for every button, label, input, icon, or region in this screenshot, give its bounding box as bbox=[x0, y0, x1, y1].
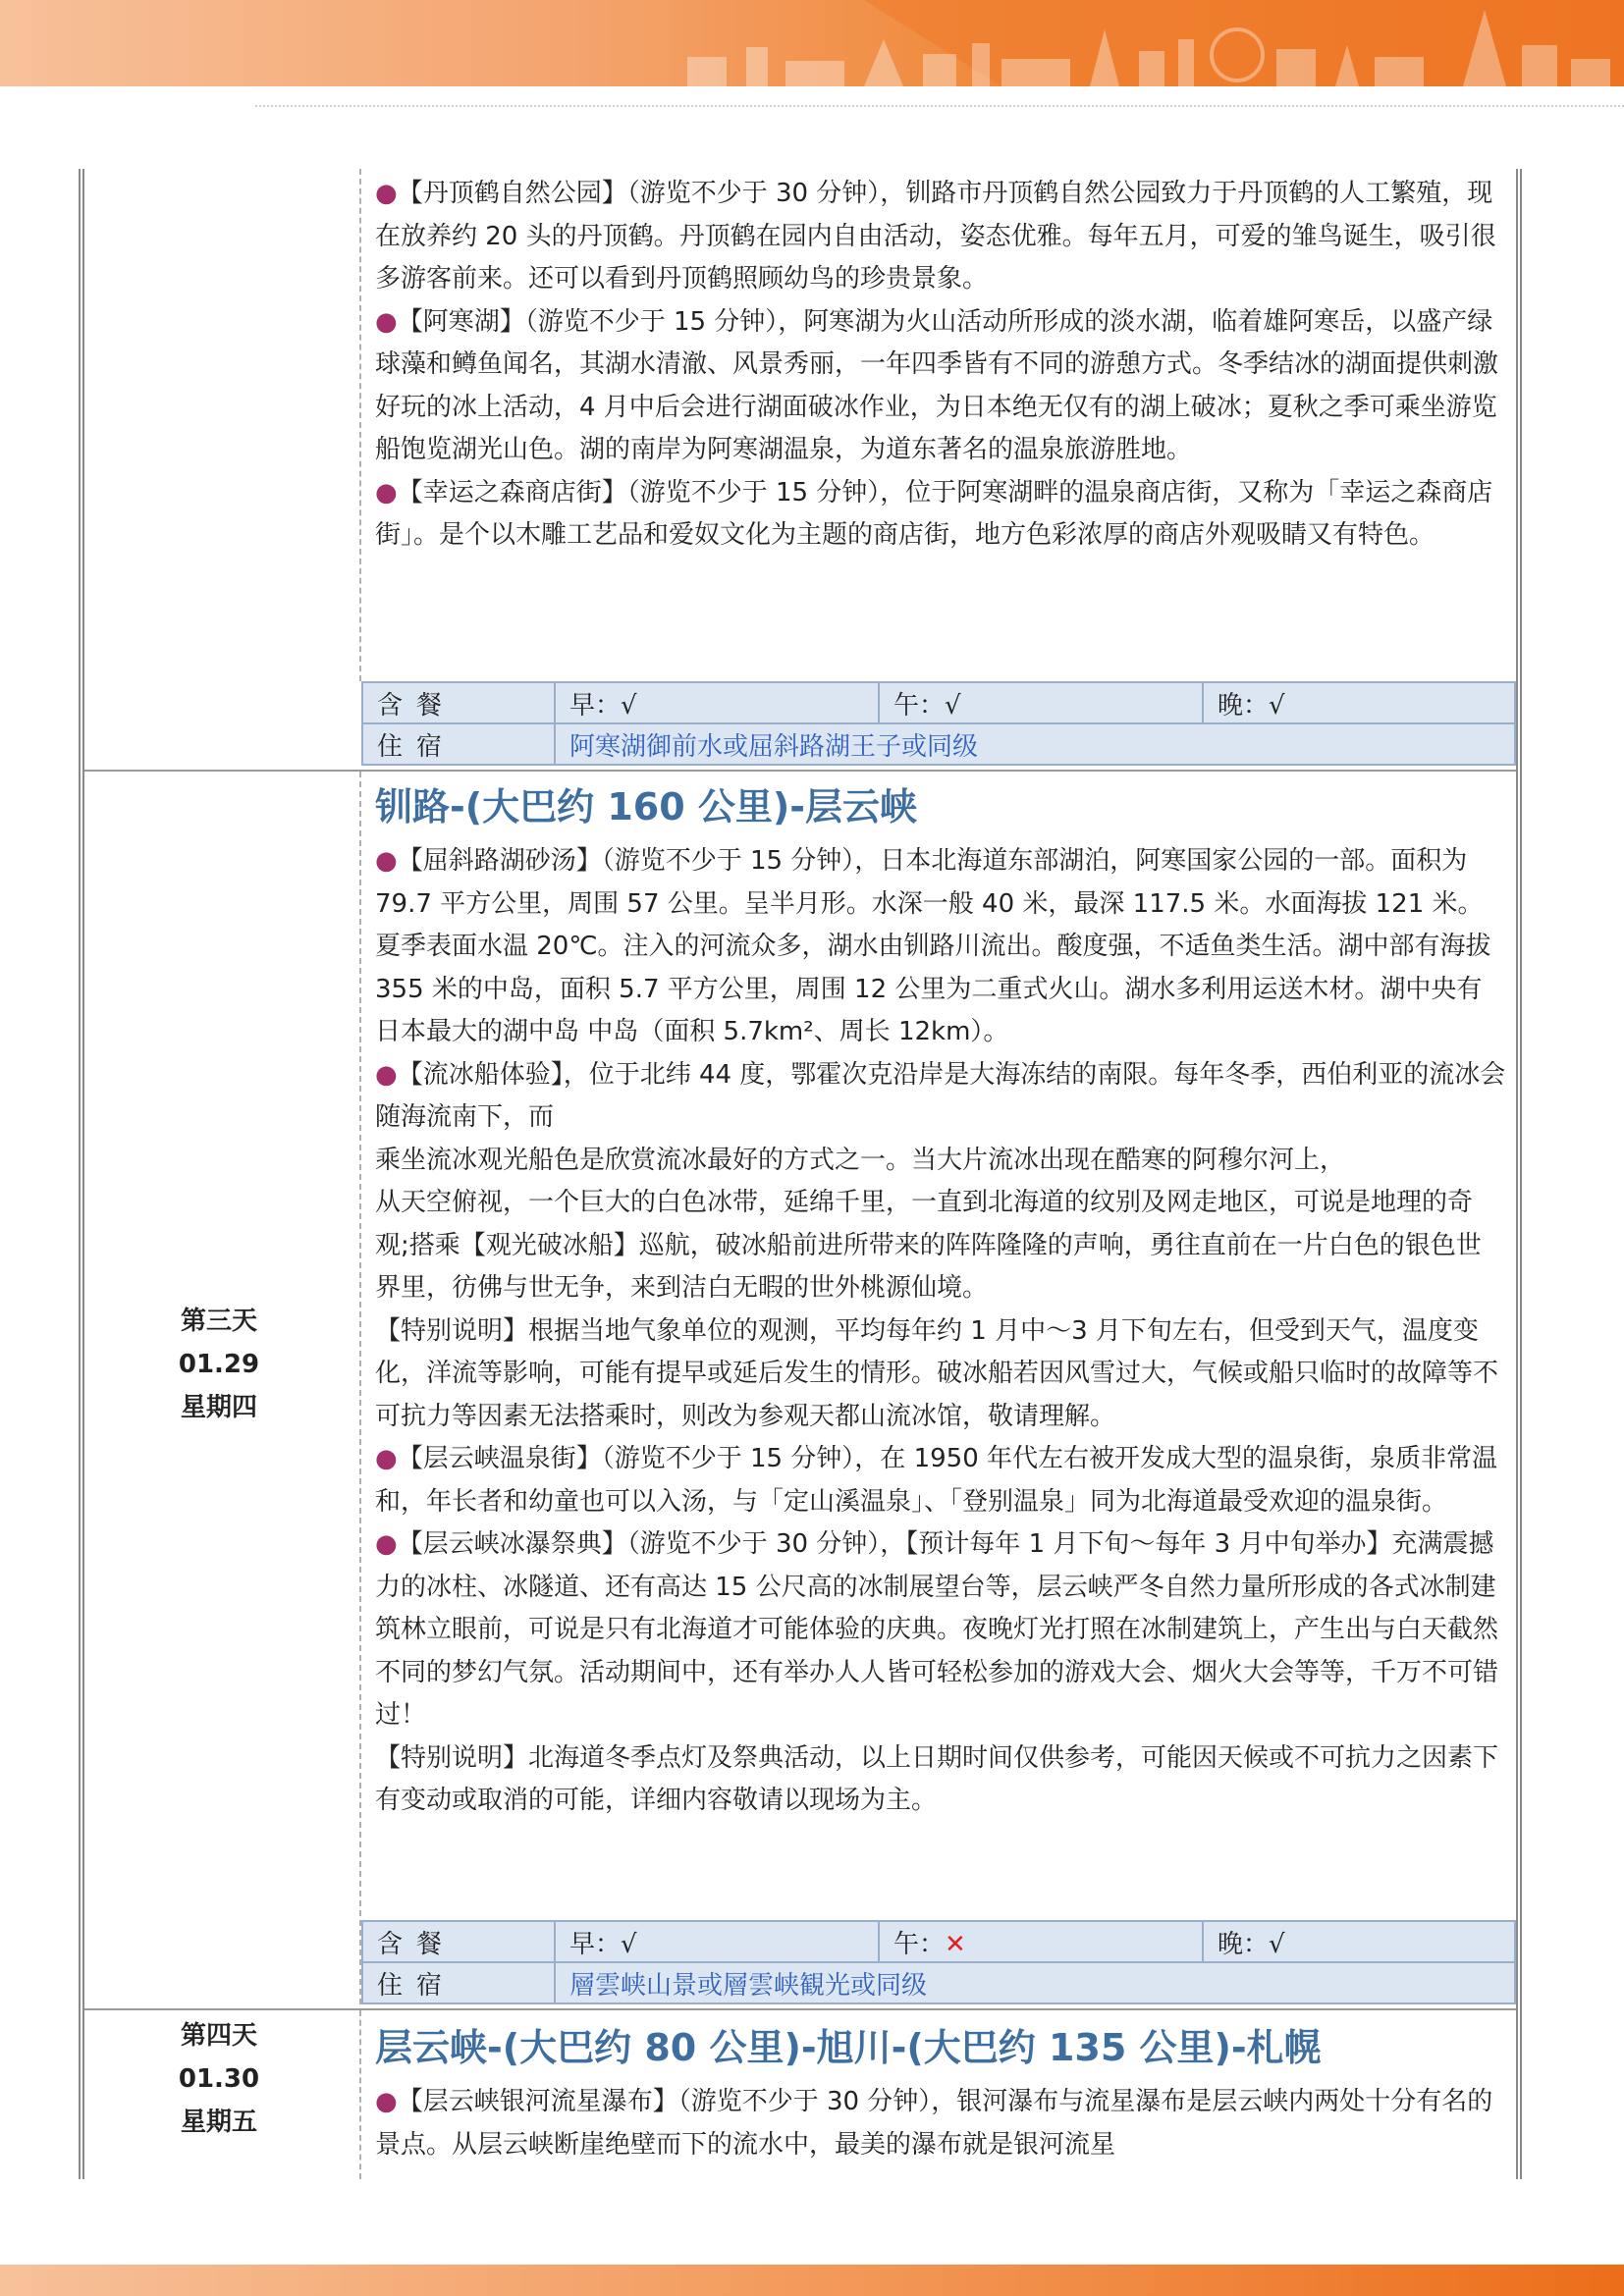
attraction-paragraph: ●【层云峡温泉街】（游览不少于 15 分钟），在 1950 年代左右被开发成大型的温泉街，泉质非常温和，年长者和幼童也可以入汤，与「定山溪温泉」、「登别温泉」同为北海道最受欢迎的温泉街。 bbox=[375, 1444, 1497, 1517]
day4-label bbox=[84, 2014, 353, 2144]
bullet-icon: ● bbox=[375, 1059, 398, 1090]
day3-date: 01.29 bbox=[178, 1350, 260, 1379]
column-divider bbox=[359, 772, 361, 2004]
hotel-name: 阿寒湖御前水或屈斜路湖王子或同级 bbox=[555, 723, 1515, 765]
column-divider bbox=[359, 2010, 361, 2179]
bullet-icon: ● bbox=[375, 1444, 398, 1473]
day-cell-previous bbox=[84, 169, 353, 770]
special-note: 【特别说明】北海道冬季点灯及祭典活动，以上日期时间仅供参考，可能因天候或不可抗力之因素下有变动或取消的可能，详细内容敬请以现场为主。 bbox=[375, 1742, 1499, 1815]
lunch-cell: 午：√ bbox=[879, 682, 1203, 723]
breakfast-cell: 早：√ bbox=[555, 682, 879, 723]
lodging-label: 住宿 bbox=[362, 1962, 555, 2003]
day4-route-title: 层云峡-(大巴约 80 公里)-旭川-(大巴约 135 公里)-札幌 bbox=[375, 2026, 1322, 2069]
bullet-icon: ● bbox=[375, 1529, 398, 1559]
attraction-paragraph: ●【幸运之森商店街】（游览不少于 15 分钟），位于阿寒湖畔的温泉商店街，又称为「幸运之森商店街」。是个以木雕工艺品和爱奴文化为主题的商店街，地方色彩浓厚的商店外观吸睛又有特色。 bbox=[375, 477, 1493, 550]
day3-route-title: 钏路-(大巴约 160 公里)-层云峡 bbox=[375, 785, 918, 828]
attraction-paragraph: ●【层云峡银河流星瀑布】（游览不少于 30 分钟），银河瀑布与流星瀑布是层云峡内两处十分有名的景点。从层云峡断崖绝壁而下的流水中，最美的瀑布就是银河流星 bbox=[375, 2087, 1493, 2160]
column-divider bbox=[359, 169, 361, 681]
row-divider bbox=[84, 2008, 1516, 2010]
day3-day: 第三天 bbox=[180, 1307, 257, 1336]
lodging-row bbox=[362, 723, 1515, 765]
attraction-paragraph: ●【阿寒湖】（游览不少于 15 分钟），阿寒湖为火山活动所形成的淡水湖，临着雄阿寒岳，以盛产绿球藻和鳟鱼闻名，其湖水清澈、风景秀丽，一年四季皆有不同的游憩方式。冬季结冰的湖面提供刺激好玩的冰上活动，4 月中后会进行湖面破冰作业，为日本绝无仅有的湖上破冰；夏秋之季可乘坐游览船饱览湖光山色。湖的南岸为阿寒湖温泉，为道东著名的温泉旅游胜地。 bbox=[375, 306, 1499, 464]
meals-row bbox=[362, 1921, 1515, 1962]
text-paragraph: 从天空俯视，一个巨大的白色冰带，延绵千里，一直到北海道的纹别及网走地区，可说是地理的奇观;搭乘【观光破冰船】巡航，破冰船前进所带来的阵阵隆隆的声响，勇往直前在一片白色的银色世界里，彷佛与世无争，来到洁白无暇的世外桃源仙境。 bbox=[375, 1188, 1482, 1303]
attraction-paragraph: ●【丹顶鹤自然公园】（游览不少于 30 分钟），钏路市丹顶鹤自然公园致力于丹顶鹤的人工繁殖，现在放养约 20 头的丹顶鹤。丹顶鹤在园内自由活动，姿态优雅。每年五月，可爱的雏鸟诞生，吸引很多游客前来。还可以看到丹顶鹤照顾幼鸟的珍贵景象。 bbox=[375, 179, 1496, 294]
meals-lodging-table bbox=[361, 1920, 1516, 2004]
dinner-cell: 晚：√ bbox=[1203, 1921, 1515, 1962]
attraction-paragraph: ●【屈斜路湖砂汤】（游览不少于 15 分钟），日本北海道东部湖泊，阿寒国家公园的一部。面积为 79.7 平方公里，周围 57 公里。呈半月形。水深一般 40 米，最深 117.5 米。水面海拔 121 米。夏季表面水温 20℃。注入的河流众多，湖水由钏路川流出。酸度强，不适鱼类生活。湖中部有海拔 355 米的中岛，面积 5.7 平方公里，周围 12 公里为二重式火山。湖水多利用运送木材。湖中央有日本最大的湖中岛 中岛（面积 5.7km²、周长 12km）。 bbox=[375, 846, 1491, 1046]
row-divider bbox=[84, 770, 1516, 772]
header-divider bbox=[255, 105, 1624, 107]
skyline-decoration bbox=[0, 0, 1624, 86]
itinerary-table bbox=[79, 169, 1522, 2179]
lodging-label: 住宿 bbox=[362, 723, 555, 765]
day3-label bbox=[84, 1300, 353, 1429]
meals-label: 含餐 bbox=[362, 682, 555, 723]
day-content-previous bbox=[375, 173, 1506, 558]
attraction-paragraph: ●【层云峡冰瀑祭典】（游览不少于 30 分钟），【预计每年 1 月下旬～每年 3 月中旬举办】充满震撼力的冰柱、冰隧道、还有高达 15 公尺高的冰制展望台等，层云峡严冬自然力量所形成的各式冰制建筑林立眼前，可说是只有北海道才可能体验的庆典。夜晚灯光打照在冰制建筑上，产生出与白天截然不同的梦幻气氛。活动期间中，还有举办人人皆可轻松参加的游戏大会、烟火大会等等，千万不可错过！ bbox=[375, 1529, 1499, 1730]
meals-label: 含餐 bbox=[362, 1921, 555, 1962]
footer-bar bbox=[0, 2265, 1624, 2296]
bullet-icon: ● bbox=[375, 179, 398, 208]
bullet-icon: ● bbox=[375, 477, 398, 507]
bullet-icon: ● bbox=[375, 306, 398, 337]
text-paragraph: 乘坐流冰观光船色是欣赏流冰最好的方式之一。当大片流冰出现在酷寒的阿穆尔河上， bbox=[375, 1145, 1346, 1175]
header-banner bbox=[0, 0, 1624, 86]
bullet-icon: ● bbox=[375, 2087, 398, 2116]
day4-weekday: 星期五 bbox=[180, 2108, 257, 2137]
day3-content bbox=[375, 779, 1506, 1823]
meals-row bbox=[362, 682, 1515, 723]
hotel-name: 層雲峡山景或層雲峡観光或同级 bbox=[555, 1962, 1515, 2003]
day4-date: 01.30 bbox=[178, 2064, 260, 2094]
day3-weekday: 星期四 bbox=[180, 1393, 257, 1422]
meals-lodging-table bbox=[361, 681, 1516, 766]
attraction-paragraph: ●【流冰船体验】，位于北纬 44 度，鄂霍次克沿岸是大海冻结的南限。每年冬季，西伯利亚的流冰会随海流南下，而 bbox=[375, 1059, 1506, 1132]
cross-icon: ✕ bbox=[945, 1929, 966, 1959]
dinner-cell: 晚：√ bbox=[1203, 682, 1515, 723]
special-note: 【特别说明】根据当地气象单位的观测，平均每年约 1 月中～3 月下旬左右，但受到天气，温度变化，洋流等影响，可能有提早或延后发生的情形。破冰船若因风雪过大，气候或船只临时的故障等不可抗力等因素无法搭乘时，则改为参观天都山流冰馆，敬请理解。 bbox=[375, 1315, 1499, 1431]
breakfast-cell: 早：√ bbox=[555, 1921, 879, 1962]
bullet-icon: ● bbox=[375, 846, 398, 876]
day4-day: 第四天 bbox=[180, 2021, 257, 2051]
lodging-row bbox=[362, 1962, 1515, 2003]
day4-content bbox=[375, 2020, 1506, 2166]
lunch-cell: 午：✕ bbox=[879, 1921, 1203, 1962]
